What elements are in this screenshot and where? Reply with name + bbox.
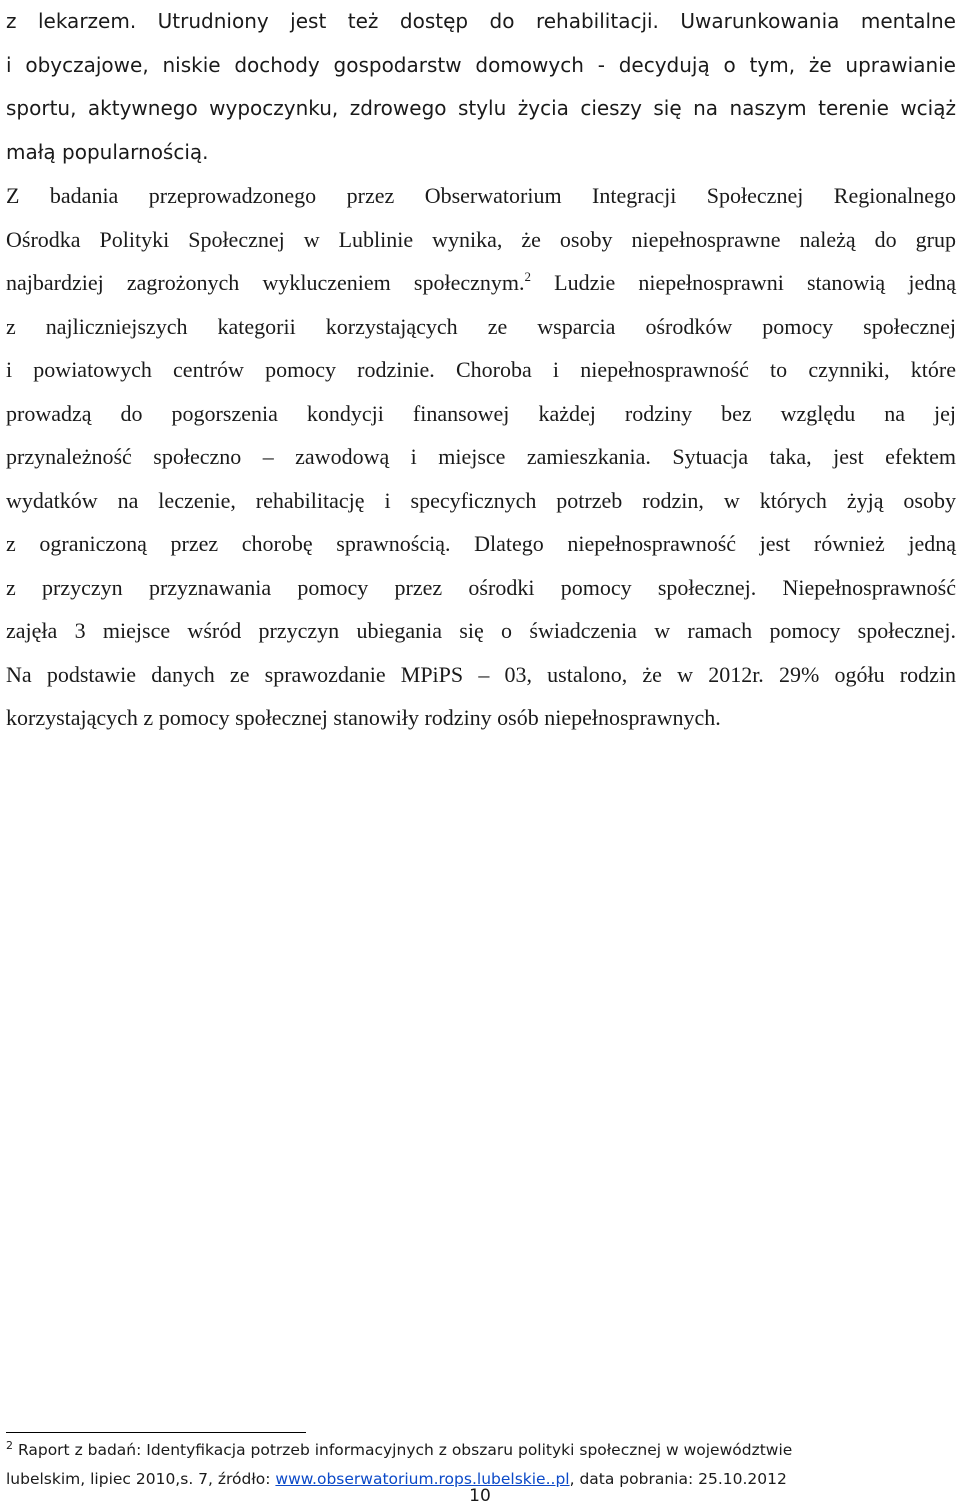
- page-number: 10: [469, 1486, 491, 1506]
- text-line: korzystających z pomocy społecznej stanowiły rodziny osób niepełnosprawnych.: [6, 705, 721, 730]
- text-fragment: najbardziej zagrożonych wykluczeniem społecznym.: [6, 270, 525, 295]
- document-page: [6, 0, 956, 740]
- text-line: z ograniczoną przez chorobę sprawnością. Dlatego niepełnosprawność jest również jedną: [6, 531, 956, 556]
- text-fragment: Ludzie niepełnosprawni stanowią jedną: [554, 270, 956, 295]
- text-line: zajęła 3 miejsce wśród przyczyn ubiegania się o świadczenia w ramach pomocy społecznej.: [6, 618, 956, 643]
- footnote-reference[interactable]: 2: [524, 269, 531, 284]
- footnote-text: , data pobrania: 25.10.2012: [569, 1470, 787, 1488]
- text-line: Na podstawie danych ze sprawozdanie MPiPS – 03, ustalono, że w 2012r. 29% ogółu rodzin: [6, 661, 956, 687]
- text-line: wydatków na leczenie, rehabilitację i specyficznych potrzeb rodzin, w których żyją osoby: [6, 487, 956, 513]
- footnote-line: [6, 1436, 956, 1465]
- text-line: i powiatowych centrów pomocy rodzinie. Choroba i niepełnosprawność to czynniki, które: [6, 357, 956, 382]
- footnote-text: lubelskim, lipiec 2010,s. 7, źródło:: [6, 1470, 276, 1488]
- text-line: Z badania przeprowadzonego przez Obserwatorium Integracji Społecznej Regionalnego: [6, 183, 956, 208]
- text-line: przynależność społeczno – zawodową i miejsce zamieszkania. Sytuacja taka, jest efektem: [6, 444, 956, 469]
- text-line: z najliczniejszych kategorii korzystających ze wsparcia ośrodków pomocy społecznej: [6, 313, 956, 339]
- text-line: i obyczajowe, niskie dochody gospodarstw domowych - decydują o tym, że uprawianie: [6, 52, 956, 77]
- text-line: małą popularnością.: [6, 139, 209, 164]
- footnote-number: 2: [6, 1439, 13, 1452]
- text-line: Ośrodka Polityki Społecznej w Lublinie wynika, że osoby niepełnosprawne należą do grup: [6, 226, 956, 252]
- text-line: z lekarzem. Utrudniony jest też dostęp do rehabilitacji. Uwarunkowania mentalne: [6, 9, 956, 33]
- body-text: [6, 0, 956, 740]
- footnote-separator: [6, 1432, 306, 1433]
- text-line: z przyczyn przyznawania pomocy przez ośrodki pomocy społecznej. Niepełnosprawność: [6, 574, 956, 600]
- text-line: prowadzą do pogorszenia kondycji finansowej każdej rodziny bez względu na jej: [6, 400, 956, 426]
- footnote-text: Raport z badań: Identyfikacja potrzeb informacyjnych z obszaru polityki społecznej w województwie: [17, 1441, 793, 1459]
- text-line: sportu, aktywnego wypoczynku, zdrowego stylu życia cieszy się na naszym terenie wciąż: [6, 96, 956, 120]
- footnote-link[interactable]: www.obserwatorium.rops.lubelskie..pl: [275, 1470, 570, 1488]
- text-line-with-footnote: [6, 261, 956, 305]
